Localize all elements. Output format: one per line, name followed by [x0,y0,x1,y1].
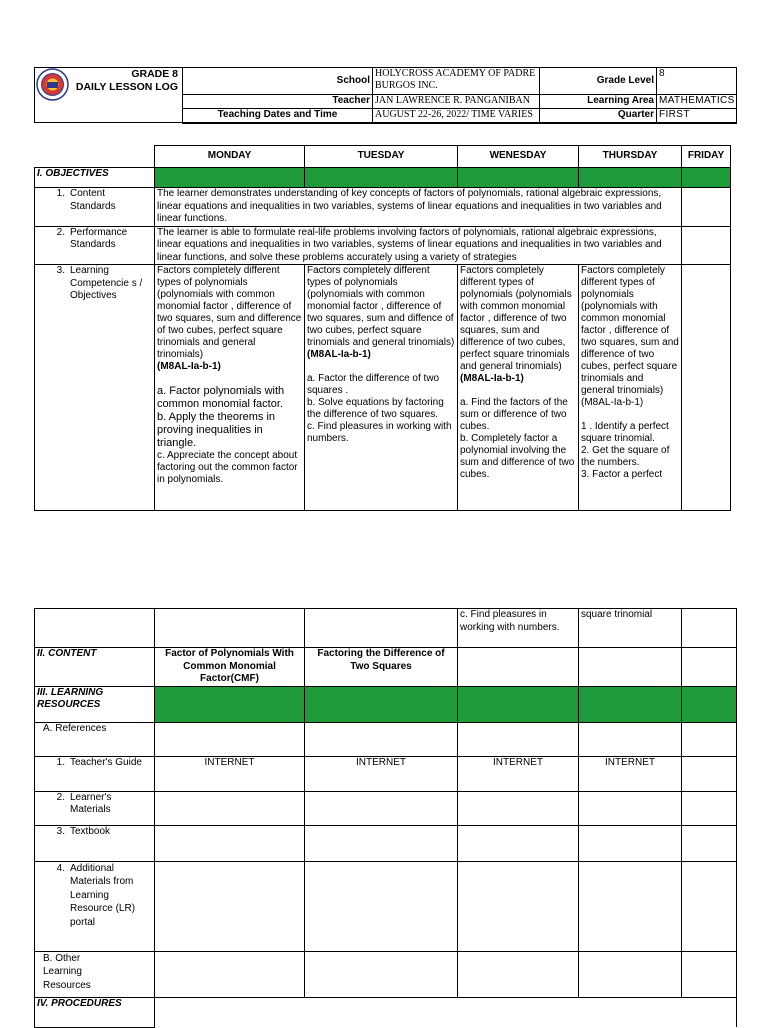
grade-level-value: 8 [657,68,737,95]
performance-standards-label: 2. Performance Standards [35,226,155,265]
content-tuesday: Factoring the Difference of Two Squares [305,648,458,687]
tg-thursday: INTERNET [579,756,682,791]
content-standards-text: The learner demonstrates understanding of key concepts of factors of polynomials, rational algebraic expressions, linear equations and inequalities in two variables, systems of linear equations and inequalities in two variables and linear functions. [155,188,682,227]
resources-band [155,686,305,722]
tg-monday: INTERNET [155,756,305,791]
competencies-thursday: Factors completely different types of polynomials (polynomials with common monomial factor , difference of two squares, sum and difference of two cubes, perfect square trinomials and general trinomials) (M8AL-Ia-b-1) 1 . Identify a perfect square trinomial. 2. Get the square of the numbers. 3. Factor a perfect [579,265,682,511]
day-thursday: THURSDAY [579,146,682,168]
resources-heading: III. LEARNING RESOURCES [35,686,155,722]
dates-label: Teaching Dates and Time [183,109,373,123]
lesson-table-part-2 [34,608,737,1028]
header-table [34,67,737,124]
objectives-band [155,168,305,188]
teachers-guide-label: 1. Teacher's Guide [35,756,155,791]
quarter-label: Quarter [540,109,657,123]
lesson-table-part-1 [34,145,731,511]
grade-label: GRADE 8 [131,68,178,80]
school-label: School [183,68,373,95]
content-heading: II. CONTENT [35,648,155,687]
learners-materials-label: 2. Learner's Materials [35,791,155,825]
grade-level-label: Grade Level [540,68,657,95]
dates-value: AUGUST 22-26, 2022/ TIME VARIES [373,109,540,123]
competencies-label: 3. Learning Competencie s / Objectives [35,265,155,511]
day-monday: MONDAY [155,146,305,168]
daily-lesson-log-title: DAILY LESSON LOG [75,80,178,93]
references-label: A. References [35,722,155,756]
day-wednesday: WENESDAY [458,146,579,168]
objectives-heading: I. OBJECTIVES [35,168,155,188]
teacher-value: JAN LAWRENCE R. PANGANIBAN [373,95,540,109]
competencies-monday: Factors completely different types of polynomials (polynomials with common monomial factor , difference of two squares, sum and difference of two cubes, perfect square trinomials and general trinomials) (M8AL-Ia-b-1) a. Factor polynomials with common monomial factor. b. Apply the theorems in proving inequalities in triangle. c. Appreciate the concept about factoring out the common factor in polynomials. [155,265,305,511]
content-standards-label: 1. Content Standards [35,188,155,227]
learning-area-label: Learning Area [540,95,657,109]
day-tuesday: TUESDAY [305,146,458,168]
performance-standards-text: The learner is able to formulate real-life problems involving factors of polynomials, rational algebraic expressions, linear equations and inequalities in two variables, systems of linear equations and inequalities in two variables and linear functions, and solve these problems accurately using a variety of strategies [155,226,682,265]
school-value: HOLYCROSS ACADEMY OF PADRE BURGOS INC. [373,68,540,95]
wednesday-continued: c. Find pleasures in working with numbers. [458,609,579,648]
tg-wednesday: INTERNET [458,756,579,791]
procedures-heading: IV. PROCEDURES [35,997,155,1027]
learning-area-value: MATHEMATICS [657,95,737,109]
teacher-label: Teacher [183,95,373,109]
other-resources-label: B. Other Learning Resources [35,951,155,997]
additional-materials-label: 4. Additional Materials from Learning Resource (LR) portal [35,861,155,951]
tg-tuesday: INTERNET [305,756,458,791]
competencies-wednesday: Factors completely different types of polynomials (polynomials with common monomial factor , difference of two squares, sum and difference of two cubes, perfect square trinomials and general trinomials) (M8AL-Ia-b-1) a. Find the factors of the sum or difference of two cubes. b. Completely factor a polynomial involving the sum and difference of two cubes. [458,265,579,511]
thursday-continued: square trinomial [579,609,682,648]
quarter-value: FIRST [657,109,737,123]
competencies-tuesday: Factors completely different types of polynomials (polynomials with common monomial factor , difference of two squares, sum and diffence of two cubes, perfect square trinomials and general trinomials) (M8AL-Ia-b-1) a. Factor the difference of two squares . b. Solve equations by factoring the difference of two squares. c. Find pleasures in working with numbers. [305,265,458,511]
textbook-label: 3. Textbook [35,825,155,861]
day-friday: FRIDAY [682,146,731,168]
content-monday: Factor of Polynomials With Common Monomial Factor(CMF) [155,648,305,687]
